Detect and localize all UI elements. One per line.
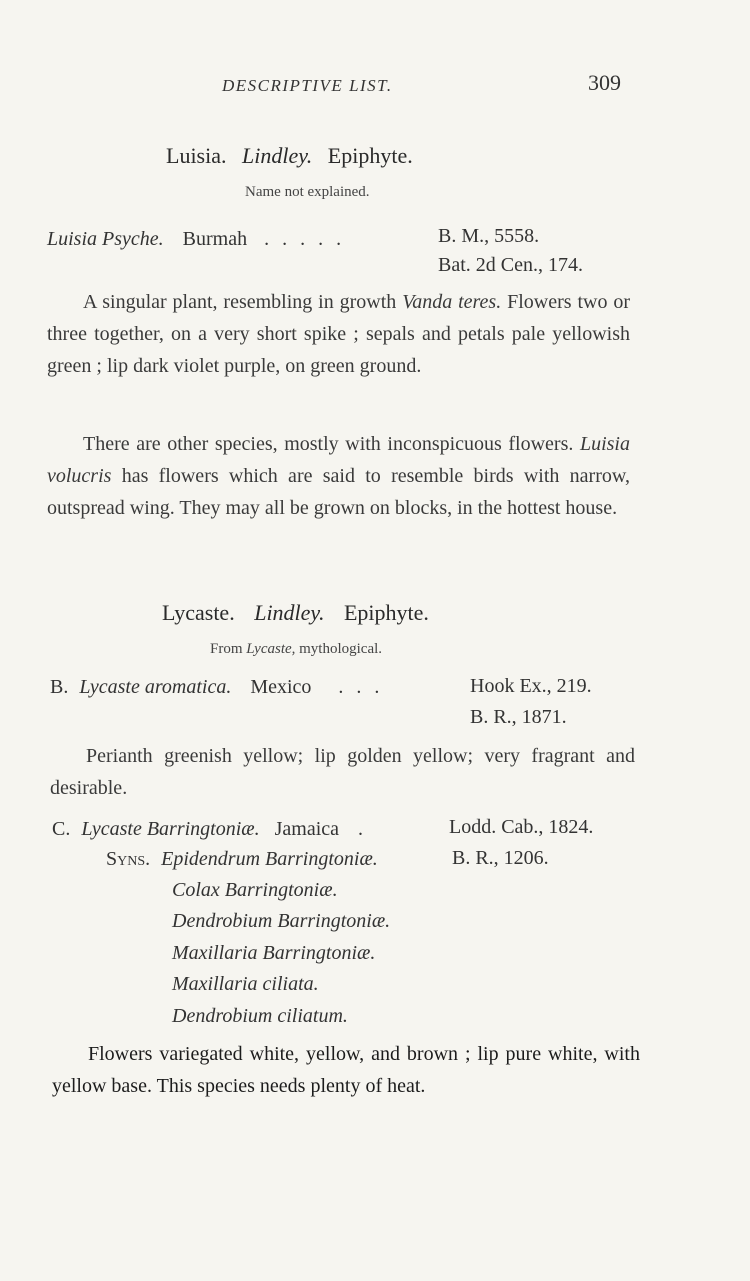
synonym: Dendrobium Barringtoniæ. [172,910,391,932]
genus-author: Lindley. [254,600,325,625]
species-reference: Lodd. Cab., 1824. [449,816,594,838]
description-paragraph-2: There are other species, mostly with inconspicuous flowers. Luisia volucris has flowers which are said to resemble birds with narrow, outspread wing. They may all be grown on blocks, in the hottest house. [47,433,630,519]
species-reference-2: B. R., 1871. [470,706,567,728]
species-entry [47,228,345,251]
species-name: Lycaste Barringtoniæ. [81,818,260,840]
page-number: 309 [588,70,621,95]
synonym: Colax Barringtoniæ. [172,879,338,901]
species-reference: Hook Ex., 219. [470,675,592,697]
species-reference: B. M., 5558. [438,225,540,247]
synonym: Dendrobium ciliatum. [172,1005,348,1027]
description-paragraph: Perianth greenish yellow; lip golden yellow; very fragrant and desirable. [50,745,635,799]
synonym: Epidendrum Barringtoniæ. [161,848,378,870]
leader-dots: . . . [338,676,384,698]
genus-etymology: Name not explained. [245,184,370,200]
synonym: Maxillaria Barringtoniæ. [172,942,376,964]
description-paragraph: A singular plant, resembling in growth Vanda teres. Flowers two or three together, on a very short spike ; sepals and petals pale yellowish green ; lip dark violet purple, on green ground. [47,291,630,377]
leader-dots: . . . . . [264,228,346,250]
running-header: DESCRIPTIVE LIST. [222,76,393,95]
species-entry-b [50,676,383,699]
species-name: Luisia Psyche. [47,228,164,250]
entry-label: C. [52,818,71,840]
genus-habit: Epiphyte. [327,143,413,168]
genus-name: Luisia. [166,143,227,168]
species-entry-c [52,818,363,841]
genus-name: Lycaste. [162,600,235,625]
species-name: Lycaste aromatica. [79,676,232,698]
genus-habit: Epiphyte. [343,600,429,625]
entry-label: B. [50,676,69,698]
synonyms-line [106,848,378,871]
leader-dots: . [358,818,364,840]
synonyms-label: Syns. [106,848,151,870]
synonym: Maxillaria ciliata. [172,973,319,995]
genus-author: Lindley. [242,143,313,168]
genus-etymology: From Lycaste, mythological. [210,641,383,657]
synonym-reference: B. R., 1206. [452,847,549,869]
genus-heading-luisia [166,143,413,169]
species-locality: Jamaica [274,818,340,840]
species-reference-2: Bat. 2d Cen., 174. [438,254,583,276]
description-paragraph: Flowers variegated white, yellow, and brown ; lip pure white, with yellow base. This species needs plenty of heat. [52,1043,640,1097]
species-locality: Burmah [182,228,248,250]
species-locality: Mexico [250,676,312,698]
genus-heading-lycaste [162,600,429,626]
